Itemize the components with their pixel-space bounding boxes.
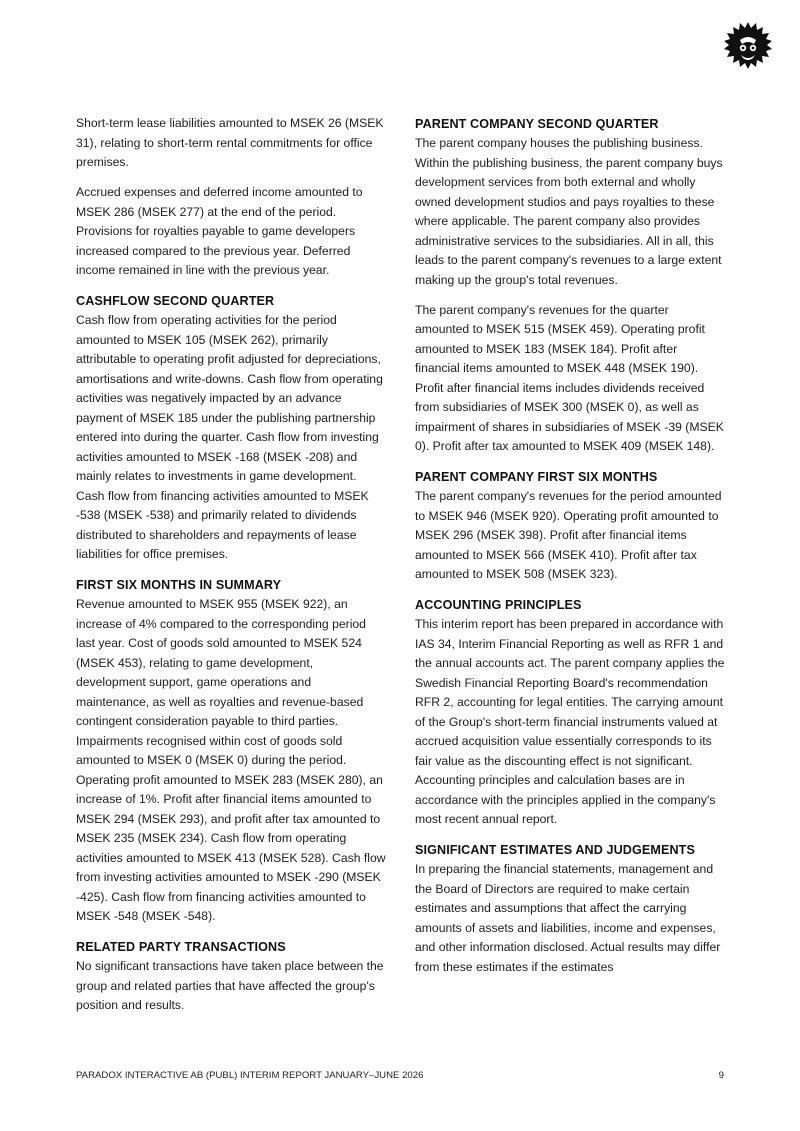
section-heading-parent-q2: PARENT COMPANY SECOND QUARTER [415,117,659,131]
paragraph: The parent company's revenues for the quarter amounted to MSEK 515 (MSEK 459). Operating profit amounted to MSEK 183 (MSEK 184). Profit after financial items amounted to MSEK 448 (MSEK 190). Profit after financial items includes dividends received from subsidiaries of MSEK 300 (MSEK 0), as well as impairment of shares in subsidiaries of MSEK -39 (MSEK 0). Profit after tax amounted to MSEK 409 (MSEK 148). [415,302,724,453]
paragraph: In preparing the financial statements, management and the Board of Directors are required to make certain estimates and assumptions that affect the carrying amounts of assets and liabilities, income and expenses, and other information disclosed. Actual results may differ from these estimates if the estimates [415,862,721,974]
left-column [76,114,386,1026]
paragraph: Cash flow from operating activities for the period amounted to MSEK 105 (MSEK 262), primarily attributable to operating profit adjusted for depreciations, amortisations and write-downs. Cash flow from operating activities was negatively impacted by an advance payment of MSEK 185 under the publishing partnership entered into during the quarter. Cash flow from investing activities amounted to MSEK -168 (MSEK -208) and mainly relates to investments in game development. Cash flow from financing activities amounted to MSEK -538 (MSEK -538) and primarily related to dividends distributed to shareholders and repayments of lease liabilities for office premises. [76,313,383,561]
paradox-logo-icon [720,18,776,74]
footer-text: PARADOX INTERACTIVE AB (PUBL) INTERIM REPORT JANUARY–JUNE 2026 [76,1070,424,1081]
paragraph: Short-term lease liabilities amounted to MSEK 26 (MSEK 31), relating to short-term rental commitments for office premises. [76,116,384,169]
page-number: 9 [718,1070,724,1081]
section-heading-related-party: RELATED PARTY TRANSACTIONS [76,940,286,954]
right-column [415,114,725,988]
section-heading-parent-six-months: PARENT COMPANY FIRST SIX MONTHS [415,470,658,484]
paragraph: Revenue amounted to MSEK 955 (MSEK 922), an increase of 4% compared to the corresponding period last year. Cost of goods sold amounted to MSEK 524 (MSEK 453), relating to game development, development support, game operations and maintenance, as well as royalties and revenue-based contingent consideration payable to third parties. Impairments recognised within cost of goods sold amounted to MSEK 0 (MSEK 0) during the period. Operating profit amounted to MSEK 283 (MSEK 280), an increase of 1%. Profit after financial items amounted to MSEK 294 (MSEK 293), and profit after tax amounted to MSEK 235 (MSEK 234). Cash flow from operating activities amounted to MSEK 413 (MSEK 528). Cash flow from investing activities amounted to MSEK -290 (MSEK -425). Cash flow from financing activities amounted to MSEK -548 (MSEK -548). [76,597,386,923]
section-heading-estimates: SIGNIFICANT ESTIMATES AND JUDGEMENTS [415,843,695,857]
paragraph: The parent company's revenues for the period amounted to MSEK 946 (MSEK 920). Operating profit amounted to MSEK 296 (MSEK 398). Profit after financial items amounted to MSEK 566 (MSEK 410). Profit after tax amounted to MSEK 508 (MSEK 323). [415,489,722,581]
paragraph: No significant transactions have taken place between the group and related parties that have affected the group's position and results. [76,959,384,1012]
paragraph: Accrued expenses and deferred income amounted to MSEK 286 (MSEK 277) at the end of the period. Provisions for royalties payable to game developers increased compared to the previous year. Deferred income remained in line with the previous year. [76,185,363,277]
page-footer [76,1069,724,1083]
section-heading-cashflow-q2: CASHFLOW SECOND QUARTER [76,294,275,308]
paragraph: This interim report has been prepared in accordance with IAS 34, Interim Financial Reporting as well as RFR 1 and the annual accounts act. The parent company applies the Swedish Financial Reporting Board's recommendation RFR 2, accounting for legal entities. The carrying amount of the Group's short-term financial instruments valued at accrued acquisition value essentially corresponds to its fair value as the discounting effect is not significant. Accounting principles and calculation bases are in accordance with the principles applied in the company's most recent annual report. [415,617,725,826]
section-heading-first-six-months: FIRST SIX MONTHS IN SUMMARY [76,578,282,592]
section-heading-accounting-principles: ACCOUNTING PRINCIPLES [415,598,582,612]
paragraph: The parent company houses the publishing business. Within the publishing business, the parent company buys development services from both external and wholly owned development studios and pays royalties to these where applicable. The parent company also provides administrative services to the subsidiaries. All in all, this leads to the parent company's revenues to a large extent making up the group's total revenues. [415,136,723,287]
